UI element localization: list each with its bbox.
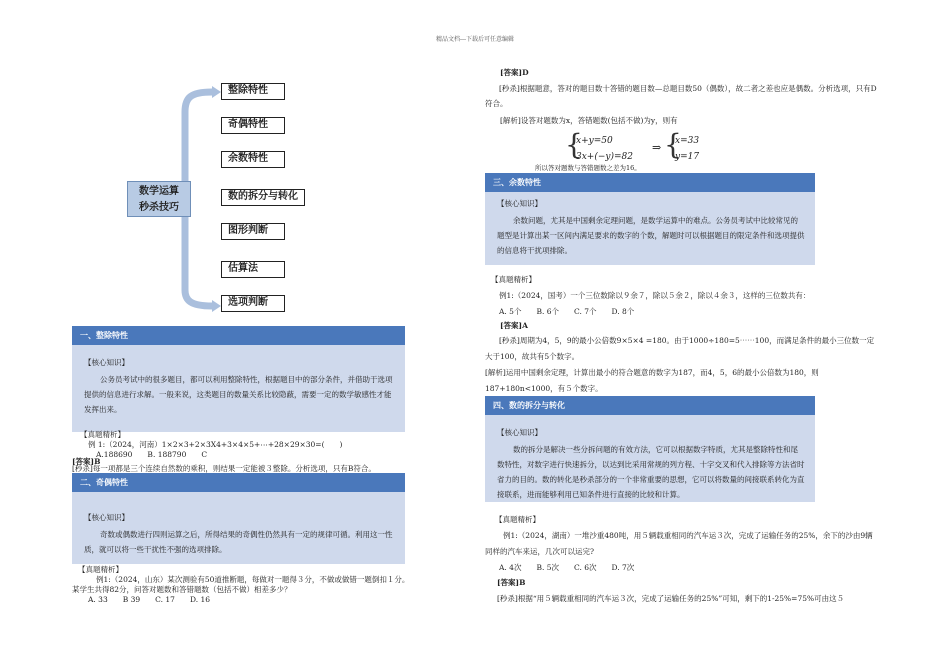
analysis-text: [解析]运用中国剩余定理，计算出最小的符合题意的数字为187，而4，5，6的最小公倍数为180，则187+180n<1000，有５个数字。 — [485, 368, 819, 393]
quick-solution: [秒杀]根据“用５辆载重相同的汽车运３次，完成了运输任务的25%”可知，剩下的1-25%=75%可由这５ — [497, 594, 845, 603]
section-remainder — [485, 173, 815, 265]
section-title: 一、整除特性 — [72, 326, 405, 345]
section-body: 【核心知识】 数的拆分是解决一些分拆问题的有效方法，它可以根据数字特质，尤其是整除特性和尾数特性，对数字进行快速拆分，以达到比采用常规的列方程、十字交叉和代入排除等方法省时省力的目的。数的转化是秒杀部分的一个非常重要的思想，它可以将数量的间接联系转化为直接联系，进而能够利用已知条件进行直接的比较和计算。 — [485, 415, 815, 502]
left-brace: { — [664, 128, 682, 161]
mindmap-node: 余数特性 — [221, 151, 285, 168]
mindmap-node: 估算法 — [221, 261, 285, 278]
section-divisibility — [72, 326, 405, 432]
quick-solution: [秒杀]每一项都是三个连续自然数的乘积，则结果一定能被３整除。分析选项，只有B符合。 — [72, 464, 376, 473]
mindmap-node: 选项判断 — [221, 295, 285, 312]
example-block: 【真题精析】 例1:（2024，湖南）一堆沙重480吨，用５辆载重相同的汽车运３次，完成了运输任务的25%，余下的沙由9辆同样的汽车来运，几次可以运完? A. 4次 B. 5次 C. 6次 D. 7次 — [485, 515, 873, 572]
left-brace: { — [565, 128, 583, 161]
quick-solution: [秒杀]周期为4，5，9的最小公倍数9×5×4 =180。由于1000÷180=5⋯⋯100，而满足条件的最小三位数一定大于100，故共有5个数字。 — [485, 336, 875, 361]
answer-text: [答案]D — [500, 68, 529, 77]
mindmap-center: 数学运算 秒杀技巧 — [127, 181, 191, 217]
section-title: 四、数的拆分与转化 — [485, 396, 815, 415]
section-parity — [72, 473, 405, 564]
page-header: 精品文档---下载后可任意编辑 — [435, 36, 515, 43]
example-block: 【真题精析】 例1:（2024，国考）一个三位数除以９余７，除以５余２，除以４余３，这样的三位数共有： A. 5个 B. 6个 C. 7个 D. 8个 — [491, 275, 811, 316]
answer-text: [答案]A — [500, 321, 528, 330]
implies-arrow: ⇒ — [652, 141, 662, 154]
mindmap-node: 图形判断 — [221, 223, 285, 240]
analysis-conclusion: 所以答对题数与答错题数之差为16。 — [535, 164, 641, 172]
section-body: 【核心知识】 余数问题，尤其是中国剩余定理问题，是数学运算中的难点。公务员考试中比较常见的题型是计算出某一区间内满足要求的数字的个数，解题时可以根据题目的限定条件和选项提供的信息将干扰项排除。 — [485, 192, 815, 265]
quick-solution: [秒杀]根据题意，答对的题目数十答错的题目数—总题目数50（偶数），故二者之差也应是偶数。分析选项，只有D符合。 — [485, 84, 877, 108]
answer-text: [答案]B — [497, 578, 526, 587]
equation-result: x=33 y=17 — [675, 136, 700, 162]
equation-system: x+y=50 3x+(−y)=82 — [576, 136, 633, 162]
section-split-convert — [485, 396, 815, 502]
section-title: 二、奇偶特性 — [72, 473, 405, 492]
mindmap-node: 数的拆分与转化 — [221, 189, 305, 206]
analysis-text: [解析]设答对题数为x，答错题数(包括不做)为y，则有 — [500, 116, 678, 125]
section-body: 【核心知识】 奇数或偶数进行四则运算之后，所得结果的奇偶性仍然具有一定的规律可循。利用这一性质，就可以将一些干扰性不强的选项排除。 — [72, 492, 405, 564]
example-block: 【真题精析】 例1:（2024，山东）某次测验有50道推断题，每做对一题得３分，不做或做错一题倒扣１分。某学生共得82分，问答对题数和答错题数（包括不做）相差多少？ A. 33 B 39 C. 17 D. 16 — [72, 565, 410, 604]
mindmap-node: 奇偶特性 — [221, 117, 285, 134]
example-block: 【真题精析】 例 1:（2024，河南）1×2×3+2×3X4+3×4×5+⋯+28×29×30=( ) A.188690 B. 188790 C — [80, 430, 343, 459]
section-title: 三、余数特性 — [485, 173, 815, 192]
section-body: 【核心知识】 公务员考试中的很多题目，都可以利用整除特性，根据题目中的部分条件，并借助于选项提供的信息进行求解。一般来说，这类题目的数量关系比较隐蔽，需要一定的数学敏感性才能发挥出来。 — [72, 345, 405, 432]
answer-text: [答案]B — [72, 457, 101, 466]
mindmap-node: 整除特性 — [221, 83, 285, 100]
